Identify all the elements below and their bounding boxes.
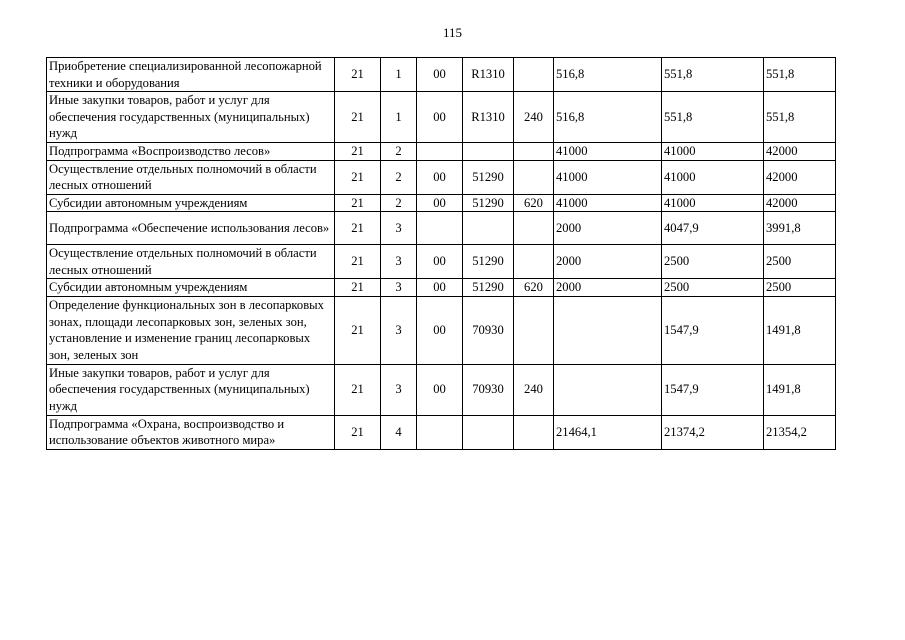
row-year3-amount-cell: 3991,8 [764,212,836,245]
row-year1-amount-cell: 2000 [554,245,662,279]
row-code-cell: 21 [335,194,381,212]
row-year2-amount-cell: 41000 [662,160,764,194]
row-subcode-cell: 3 [381,212,417,245]
table-row [47,245,836,279]
row-year2-amount-cell: 551,8 [662,92,764,143]
table-row [47,143,836,161]
row-expense-code-cell [514,58,554,92]
row-year3-amount-cell: 42000 [764,160,836,194]
row-subcode-cell: 2 [381,143,417,161]
table-row [47,58,836,92]
row-name-cell: Приобретение специализированной лесопожарной техники и оборудования [47,58,335,92]
row-year3-amount-cell: 551,8 [764,58,836,92]
row-subcode-cell: 3 [381,364,417,415]
row-year1-amount-cell: 21464,1 [554,415,662,449]
row-code-cell: 21 [335,160,381,194]
row-code-cell: 21 [335,245,381,279]
row-name-cell: Подпрограмма «Охрана, воспроизводство и использование объектов животного мира» [47,415,335,449]
row-year1-amount-cell: 516,8 [554,92,662,143]
row-target-code-cell: 51290 [463,194,514,212]
row-year3-amount-cell: 551,8 [764,92,836,143]
row-subcode-cell: 2 [381,160,417,194]
row-expense-code-cell [514,212,554,245]
row-subcode-cell: 4 [381,415,417,449]
row-status-cell: 00 [417,160,463,194]
row-expense-code-cell: 240 [514,364,554,415]
row-year2-amount-cell: 1547,9 [662,296,764,364]
table-row [47,415,836,449]
row-target-code-cell [463,212,514,245]
row-target-code-cell: R1310 [463,58,514,92]
table-row [47,212,836,245]
row-expense-code-cell [514,245,554,279]
row-year2-amount-cell: 41000 [662,143,764,161]
row-name-cell: Определение функциональных зон в лесопарковых зонах, площади лесопарковых зон, зеленых зон, установление и изменение границ лесопарковых зон, зеленых зон [47,296,335,364]
row-name-cell: Субсидии автономным учреждениям [47,194,335,212]
row-status-cell [417,415,463,449]
row-status-cell: 00 [417,279,463,297]
page-number: 115 [442,25,463,40]
table-row [47,296,836,364]
row-code-cell: 21 [335,296,381,364]
row-code-cell: 21 [335,92,381,143]
row-year1-amount-cell: 41000 [554,160,662,194]
row-expense-code-cell [514,160,554,194]
row-name-cell: Осуществление отдельных полномочий в области лесных отношений [47,245,335,279]
row-status-cell: 00 [417,245,463,279]
row-year2-amount-cell: 2500 [662,279,764,297]
row-year2-amount-cell: 41000 [662,194,764,212]
row-year2-amount-cell: 21374,2 [662,415,764,449]
row-target-code-cell: 51290 [463,279,514,297]
table-row [47,194,836,212]
table-row [47,160,836,194]
row-year2-amount-cell: 551,8 [662,58,764,92]
row-year1-amount-cell [554,364,662,415]
table-row [47,92,836,143]
row-code-cell: 21 [335,364,381,415]
row-name-cell: Подпрограмма «Обеспечение использования лесов» [47,212,335,245]
row-target-code-cell: 70930 [463,364,514,415]
row-year2-amount-cell: 1547,9 [662,364,764,415]
row-year1-amount-cell: 2000 [554,279,662,297]
row-expense-code-cell: 620 [514,194,554,212]
row-year3-amount-cell: 1491,8 [764,364,836,415]
table-row [47,364,836,415]
row-status-cell: 00 [417,364,463,415]
row-target-code-cell [463,143,514,161]
row-name-cell: Подпрограмма «Воспроизводство лесов» [47,143,335,161]
row-subcode-cell: 3 [381,279,417,297]
budget-table [46,57,836,450]
row-year1-amount-cell: 516,8 [554,58,662,92]
row-expense-code-cell: 620 [514,279,554,297]
row-year3-amount-cell: 1491,8 [764,296,836,364]
row-name-cell: Субсидии автономным учреждениям [47,279,335,297]
row-code-cell: 21 [335,212,381,245]
row-subcode-cell: 2 [381,194,417,212]
row-year3-amount-cell: 42000 [764,143,836,161]
row-status-cell: 00 [417,58,463,92]
row-name-cell: Иные закупки товаров, работ и услуг для обеспечения государственных (муниципальных) нужд [47,92,335,143]
row-target-code-cell: 51290 [463,245,514,279]
row-expense-code-cell [514,143,554,161]
table-row [47,279,836,297]
row-status-cell: 00 [417,296,463,364]
row-target-code-cell: 51290 [463,160,514,194]
row-code-cell: 21 [335,143,381,161]
row-expense-code-cell [514,415,554,449]
row-expense-code-cell: 240 [514,92,554,143]
row-year3-amount-cell: 42000 [764,194,836,212]
row-year1-amount-cell [554,296,662,364]
row-target-code-cell: 70930 [463,296,514,364]
row-name-cell: Иные закупки товаров, работ и услуг для обеспечения государственных (муниципальных) нужд [47,364,335,415]
row-year3-amount-cell: 2500 [764,245,836,279]
row-target-code-cell: R1310 [463,92,514,143]
row-year1-amount-cell: 2000 [554,212,662,245]
row-status-cell [417,212,463,245]
row-status-cell: 00 [417,194,463,212]
row-expense-code-cell [514,296,554,364]
row-year2-amount-cell: 2500 [662,245,764,279]
table-body [47,58,836,450]
row-year1-amount-cell: 41000 [554,143,662,161]
row-subcode-cell: 1 [381,58,417,92]
row-code-cell: 21 [335,279,381,297]
row-year3-amount-cell: 2500 [764,279,836,297]
row-status-cell: 00 [417,92,463,143]
row-year2-amount-cell: 4047,9 [662,212,764,245]
row-subcode-cell: 1 [381,92,417,143]
row-target-code-cell [463,415,514,449]
row-subcode-cell: 3 [381,296,417,364]
row-year3-amount-cell: 21354,2 [764,415,836,449]
row-name-cell: Осуществление отдельных полномочий в области лесных отношений [47,160,335,194]
row-code-cell: 21 [335,58,381,92]
row-subcode-cell: 3 [381,245,417,279]
row-status-cell [417,143,463,161]
row-year1-amount-cell: 41000 [554,194,662,212]
row-code-cell: 21 [335,415,381,449]
